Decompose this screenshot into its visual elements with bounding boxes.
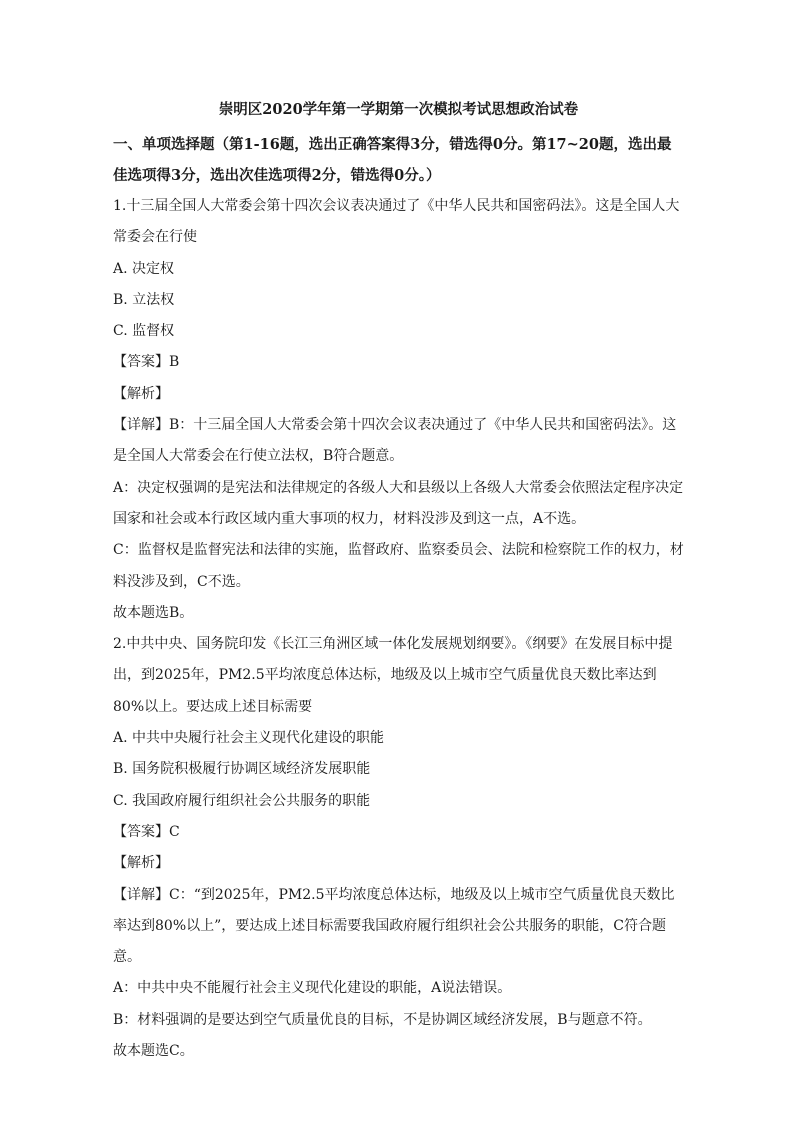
conclusion: 故本题选C。 xyxy=(113,1043,194,1060)
question-stem: 1.十三届全国人大常委会第十四次会议表决通过了《中华人民共和国密码法》。这是全国人大常委会在行使 xyxy=(113,198,680,246)
question-stem: 2.中共中央、国务院印发《长江三角洲区域一体化发展规划纲要》。《纲要》在发展目标中提出，到2025年，PM2.5平均浓度总体达标，地级及以上城市空气质量优良天数比率达到80%以上。要达成上述目标需要 xyxy=(113,636,673,715)
detail-paragraph: A：中共中央不能履行社会主义现代化建设的职能，A说法错误。 xyxy=(113,980,512,997)
conclusion: 故本题选B。 xyxy=(113,604,194,621)
option-b: B. 国务院积极履行协调区域经济发展职能 xyxy=(113,761,371,778)
option-a: A. 中共中央履行社会主义现代化建设的职能 xyxy=(113,730,385,747)
option-c: C. 我国政府履行组织社会公共服务的职能 xyxy=(113,792,371,809)
detail-paragraph: B：材料强调的是要达到空气质量优良的目标，不是协调区域经济发展，B与题意不符。 xyxy=(113,1011,652,1028)
answer: 【答案】B xyxy=(113,354,180,371)
page-title: 崇明区2020学年第一学期第一次模拟考试思想政治试卷 xyxy=(218,101,579,118)
section-heading: 一、单项选择题（第1-16题，选出正确答案得3分，错选得0分。第17~20题，选出最佳选项得3分，选出次佳选项得2分，错选得0分。） xyxy=(113,136,672,184)
detail-paragraph: 【详解】B：十三届全国人大常委会第十四次会议表决通过了《中华人民共和国密码法》。这是全国人大常委会在行使立法权，B符合题意。 xyxy=(113,417,677,465)
detail-paragraph: A：决定权强调的是宪法和法律规定的各级人大和县级以上各级人大常委会依照法定程序决定国家和社会或本行政区域内重大事项的权力，材料没涉及到这一点，A不选。 xyxy=(113,479,684,527)
detail-paragraph: 【详解】C：“到2025年，PM2.5平均浓度总体达标，地级及以上城市空气质量优良天数比率达到80%以上”，要达成上述目标需要我国政府履行组织社会公共服务的职能，C符合题意。 xyxy=(113,886,675,966)
option-b: B. 立法权 xyxy=(113,291,175,308)
detail-paragraph: C：监督权是监督宪法和法律的实施，监督政府、监察委员会、法院和检察院工作的权力，材料没涉及到，C不选。 xyxy=(113,542,684,590)
analysis-label: 【解析】 xyxy=(113,855,169,872)
analysis-label: 【解析】 xyxy=(113,385,169,402)
answer: 【答案】C xyxy=(113,823,180,840)
question-2 xyxy=(113,629,684,1067)
question-1 xyxy=(113,191,684,629)
option-c: C. 监督权 xyxy=(113,323,175,340)
option-a: A. 决定权 xyxy=(113,260,175,277)
